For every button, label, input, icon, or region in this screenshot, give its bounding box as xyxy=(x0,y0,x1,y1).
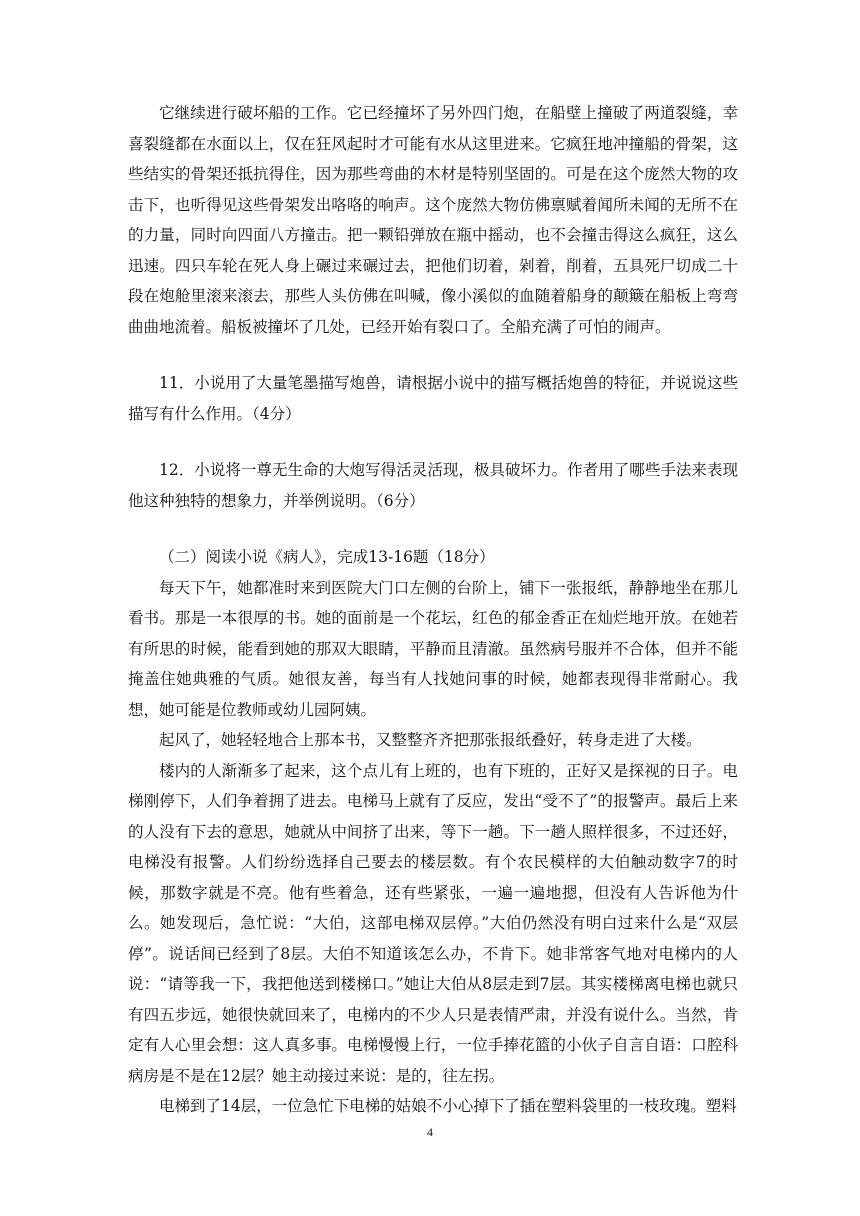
section-title: （二）阅读小说《病人》，完成13-16题（18分） xyxy=(159,548,495,566)
page-content xyxy=(128,98,738,1122)
page-number: 4 xyxy=(427,1125,433,1139)
question-11: 11．小说用了大量笔墨描写炮兽，请根据小说中的描写概括炮兽的特征，并说说这些描写有什么作用。（4分） xyxy=(128,374,738,423)
story-paragraph-2: 起风了，她轻轻地合上那本书，又整整齐齐把那张报纸叠好，转身走进了大楼。 xyxy=(159,731,702,749)
question-12: 12．小说将一尊无生命的大炮写得活灵活现，极具破坏力。作者用了哪些手法来表现他这种独特的想象力，并举例说明。（6分） xyxy=(128,461,738,510)
story-paragraph-4: 电梯到了14层，一位急忙下电梯的姑娘不小心掉下了插在塑料袋里的一枝玫瑰。塑料 xyxy=(159,1097,737,1115)
spacer xyxy=(128,516,738,542)
passage-paragraph: 它继续进行破坏船的工作。它已经撞坏了另外四门炮，在船壁上撞破了两道裂缝，幸喜裂缝都在水面以上，仅在狂风起时才可能有水从这里进来。它疯狂地冲撞船的骨架，这些结实的骨架还抵抗得住，因为那些弯曲的木材是特别坚固的。可是在这个庞然大物的攻击下，也听得见这些骨架发出咯咯的响声。这个庞然大物仿佛禀赋着闻所未闻的无所不在的力量，同时向四面八方撞击。把一颗铅弹放在瓶中摇动，也不会撞击得这么疯狂，这么迅速。四只车轮在死人身上碾过来碾过去，把他们切着，剁着，削着，五具死尸切成二十段在炮舱里滚来滚去，那些人头仿佛在叫喊，像小溪似的血随着船身的颠簸在船板上弯弯曲曲地流着。船板被撞坏了几处，已经开始有裂口了。全船充满了可怕的闹声。 xyxy=(128,104,738,336)
story-paragraph-1: 每天下午，她都准时来到医院大门口左侧的台阶上，铺下一张报纸，静静地坐在那儿看书。那是一本很厚的书。她的面前是一个花坛，红色的郁金香正在灿烂地开放。在她若有所思的时候，能看到她的那双大眼睛，平静而且清澈。虽然病号服并不合体，但并不能掩盖住她典雅的气质。她很友善，每当有人找她问事的时候，她都表现得非常耐心。我想，她可能是位教师或幼儿园阿姨。 xyxy=(128,578,738,719)
story-paragraph-3: 楼内的人渐渐多了起来，这个点儿有上班的，也有下班的，正好又是探视的日子。电梯刚停下，人们争着拥了进去。电梯马上就有了反应，发出“受不了”的报警声。最后上来的人没有下去的意思，她就从中间挤了出来，等下一趟。下一趟人照样很多，不过还好，电梯没有报警。人们纷纷选择自己要去的楼层数。有个农民模样的大伯触动数字7的时候，那数字就是不亮。他有些着急，还有些紧张，一遍一遍地摁，但没有人告诉他为什么。她发现后，急忙说：“大伯，这部电梯双层停。”大伯仍然没有明白过来什么是“双层停”。说话间已经到了8层。大伯不知道该怎么办，不肯下。她非常客气地对电梯内的人说：“请等我一下，我把他送到楼梯口。”她让大伯从8层走到7层。其实楼梯离电梯也就只有四五步远，她很快就回来了，电梯内的不少人只是表情严肃，并没有说什么。当然，肯定有人心里会想：这人真多事。电梯慢慢上行，一位手捧花篮的小伙子自言自语：口腔科病房是不是在12层？她主动接过来说：是的，往左拐。 xyxy=(128,761,738,1085)
spacer xyxy=(128,342,738,368)
spacer xyxy=(128,429,738,455)
